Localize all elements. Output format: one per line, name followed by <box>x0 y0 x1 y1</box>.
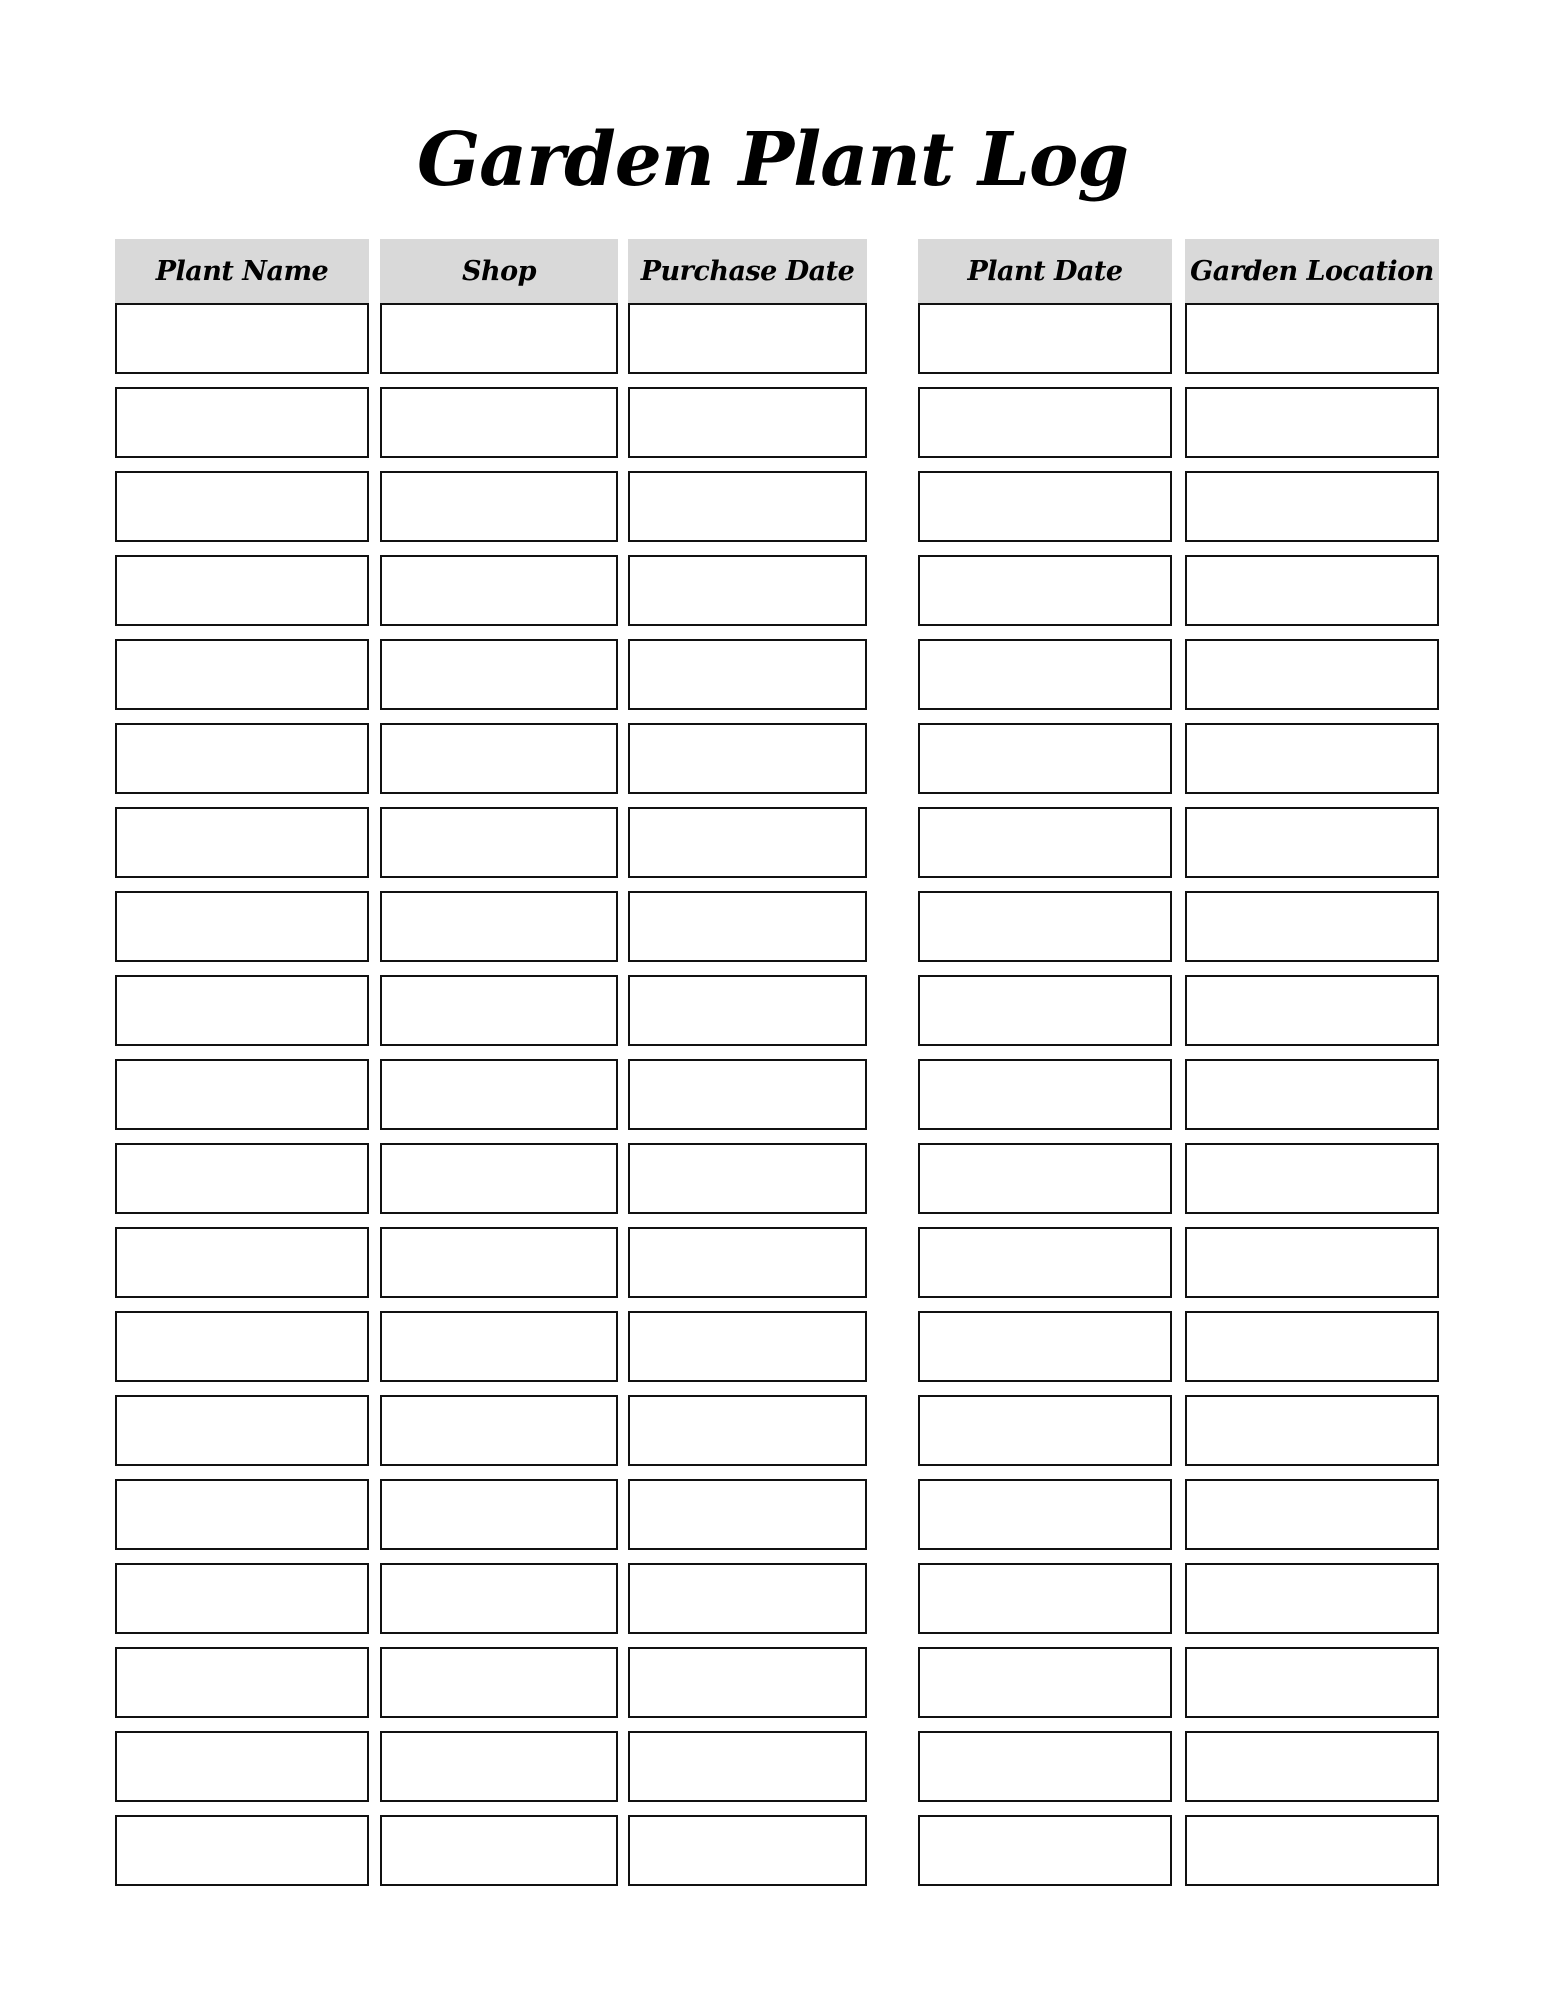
column-header-garden-location: Garden Location <box>1185 239 1439 303</box>
entry-cell-shop[interactable] <box>380 1143 618 1214</box>
entry-cell-plant-date[interactable] <box>918 1227 1172 1298</box>
entry-cell-shop[interactable] <box>380 639 618 710</box>
entry-cell-plant-date[interactable] <box>918 1479 1172 1550</box>
entry-cell-plant-name[interactable] <box>115 1815 369 1886</box>
entry-cell-purchase-date[interactable] <box>628 471 867 542</box>
entry-cell-garden-location[interactable] <box>1185 639 1439 710</box>
column-header-plant-date: Plant Date <box>918 239 1172 303</box>
entry-cell-plant-name[interactable] <box>115 1395 369 1466</box>
entry-cell-plant-date[interactable] <box>918 891 1172 962</box>
entry-cell-plant-name[interactable] <box>115 891 369 962</box>
entry-cell-plant-name[interactable] <box>115 807 369 878</box>
entry-cell-shop[interactable] <box>380 1479 618 1550</box>
entry-cell-purchase-date[interactable] <box>628 723 867 794</box>
entry-cell-shop[interactable] <box>380 975 618 1046</box>
entry-cell-shop[interactable] <box>380 555 618 626</box>
entry-cell-shop[interactable] <box>380 891 618 962</box>
column-plant-date <box>918 239 1172 1899</box>
entry-cell-shop[interactable] <box>380 1563 618 1634</box>
entry-cell-garden-location[interactable] <box>1185 303 1439 374</box>
entry-cell-garden-location[interactable] <box>1185 1563 1439 1634</box>
entry-cell-plant-date[interactable] <box>918 1815 1172 1886</box>
entry-cell-purchase-date[interactable] <box>628 555 867 626</box>
entry-cell-plant-date[interactable] <box>918 1731 1172 1802</box>
entry-cell-shop[interactable] <box>380 1815 618 1886</box>
column-shop <box>380 239 618 1899</box>
entry-cell-garden-location[interactable] <box>1185 891 1439 962</box>
entry-cell-shop[interactable] <box>380 303 618 374</box>
entry-cell-garden-location[interactable] <box>1185 1647 1439 1718</box>
entry-cell-purchase-date[interactable] <box>628 387 867 458</box>
entry-cell-purchase-date[interactable] <box>628 1731 867 1802</box>
entry-cell-garden-location[interactable] <box>1185 1479 1439 1550</box>
entry-cell-garden-location[interactable] <box>1185 555 1439 626</box>
entry-cell-plant-name[interactable] <box>115 1059 369 1130</box>
entry-cell-purchase-date[interactable] <box>628 1311 867 1382</box>
entry-cell-plant-date[interactable] <box>918 1395 1172 1466</box>
entry-cell-shop[interactable] <box>380 1395 618 1466</box>
entry-cell-garden-location[interactable] <box>1185 723 1439 794</box>
entry-cell-garden-location[interactable] <box>1185 1059 1439 1130</box>
entry-cell-plant-date[interactable] <box>918 555 1172 626</box>
entry-cell-garden-location[interactable] <box>1185 1815 1439 1886</box>
entry-cell-plant-name[interactable] <box>115 723 369 794</box>
column-header-shop: Shop <box>380 239 618 303</box>
entry-cell-plant-date[interactable] <box>918 387 1172 458</box>
entry-cell-shop[interactable] <box>380 807 618 878</box>
entry-cell-garden-location[interactable] <box>1185 807 1439 878</box>
entry-cell-purchase-date[interactable] <box>628 1143 867 1214</box>
entry-cell-plant-name[interactable] <box>115 303 369 374</box>
entry-cell-plant-name[interactable] <box>115 1311 369 1382</box>
entry-cell-plant-date[interactable] <box>918 1563 1172 1634</box>
entry-cell-plant-date[interactable] <box>918 1143 1172 1214</box>
entry-cell-plant-name[interactable] <box>115 975 369 1046</box>
entry-cell-plant-name[interactable] <box>115 1731 369 1802</box>
entry-cell-shop[interactable] <box>380 1647 618 1718</box>
column-header-plant-name: Plant Name <box>115 239 369 303</box>
entry-cell-plant-date[interactable] <box>918 807 1172 878</box>
entry-cell-purchase-date[interactable] <box>628 639 867 710</box>
entry-cell-purchase-date[interactable] <box>628 1395 867 1466</box>
entry-cell-purchase-date[interactable] <box>628 807 867 878</box>
entry-cell-purchase-date[interactable] <box>628 1059 867 1130</box>
column-purchase-date <box>628 239 867 1899</box>
entry-cell-shop[interactable] <box>380 1311 618 1382</box>
entry-cell-plant-date[interactable] <box>918 303 1172 374</box>
column-plant-name <box>115 239 369 1899</box>
entry-cell-purchase-date[interactable] <box>628 891 867 962</box>
entry-cell-garden-location[interactable] <box>1185 1143 1439 1214</box>
entry-cell-shop[interactable] <box>380 1227 618 1298</box>
column-header-purchase-date: Purchase Date <box>628 239 867 303</box>
entry-cell-garden-location[interactable] <box>1185 1227 1439 1298</box>
entry-cell-garden-location[interactable] <box>1185 387 1439 458</box>
entry-cell-purchase-date[interactable] <box>628 1647 867 1718</box>
entry-cell-plant-date[interactable] <box>918 723 1172 794</box>
entry-cell-plant-name[interactable] <box>115 387 369 458</box>
entry-cell-purchase-date[interactable] <box>628 1227 867 1298</box>
entry-cell-plant-date[interactable] <box>918 975 1172 1046</box>
entry-cell-purchase-date[interactable] <box>628 1563 867 1634</box>
entry-cell-plant-name[interactable] <box>115 1143 369 1214</box>
entry-cell-plant-name[interactable] <box>115 1227 369 1298</box>
entry-cell-plant-name[interactable] <box>115 1563 369 1634</box>
entry-cell-purchase-date[interactable] <box>628 1479 867 1550</box>
entry-cell-plant-name[interactable] <box>115 471 369 542</box>
entry-cell-plant-date[interactable] <box>918 1059 1172 1130</box>
entry-cell-shop[interactable] <box>380 387 618 458</box>
entry-cell-shop[interactable] <box>380 471 618 542</box>
entry-cell-plant-date[interactable] <box>918 639 1172 710</box>
page-title: Garden Plant Log <box>416 117 1129 203</box>
entry-cell-plant-date[interactable] <box>918 1647 1172 1718</box>
entry-cell-plant-name[interactable] <box>115 1479 369 1550</box>
entry-cell-garden-location[interactable] <box>1185 975 1439 1046</box>
entry-cell-garden-location[interactable] <box>1185 1395 1439 1466</box>
entry-cell-plant-date[interactable] <box>918 1311 1172 1382</box>
entry-cell-shop[interactable] <box>380 723 618 794</box>
entry-cell-purchase-date[interactable] <box>628 1815 867 1886</box>
entry-cell-plant-name[interactable] <box>115 555 369 626</box>
entry-cell-plant-name[interactable] <box>115 639 369 710</box>
entry-cell-shop[interactable] <box>380 1059 618 1130</box>
entry-cell-purchase-date[interactable] <box>628 303 867 374</box>
entry-cell-purchase-date[interactable] <box>628 975 867 1046</box>
column-garden-location <box>1185 239 1439 1899</box>
entry-cell-plant-date[interactable] <box>918 471 1172 542</box>
entry-cell-shop[interactable] <box>380 1731 618 1802</box>
entry-cell-garden-location[interactable] <box>1185 1311 1439 1382</box>
entry-cell-garden-location[interactable] <box>1185 471 1439 542</box>
entry-cell-garden-location[interactable] <box>1185 1731 1439 1802</box>
entry-cell-plant-name[interactable] <box>115 1647 369 1718</box>
